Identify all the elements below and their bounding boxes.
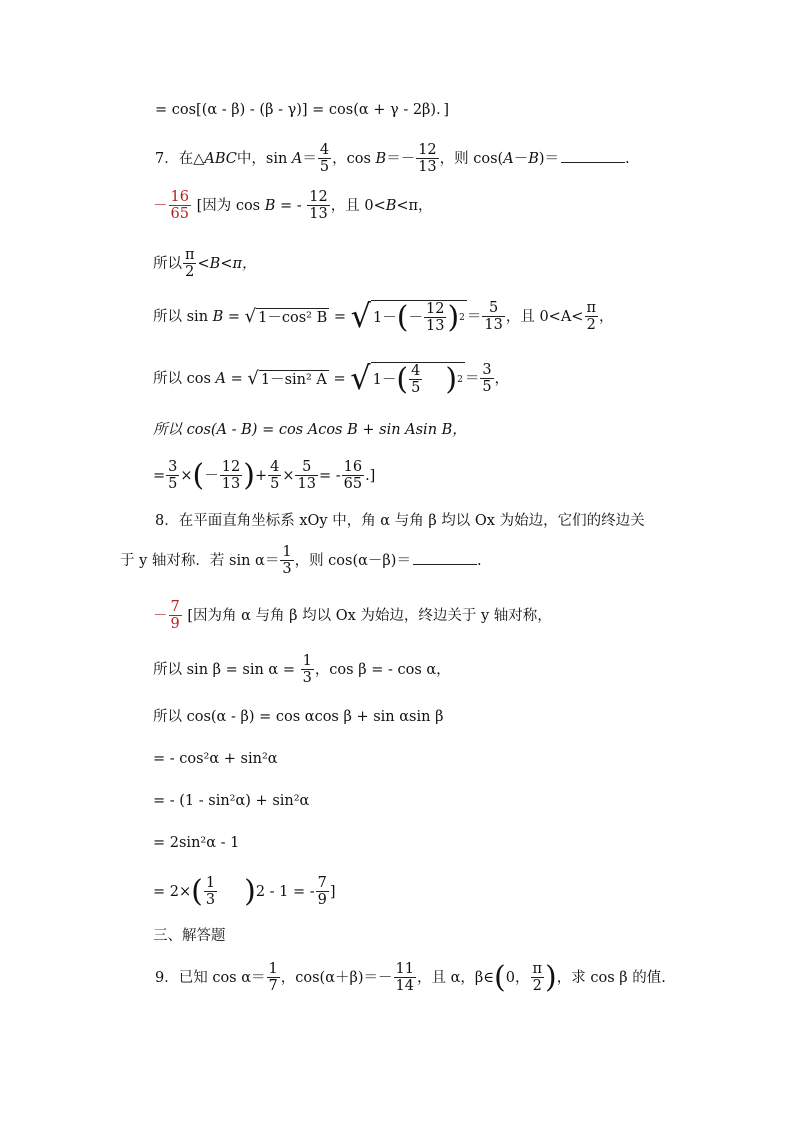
fraction	[318, 143, 331, 175]
a7-text: = -	[275, 198, 307, 215]
radicand-part: －	[408, 309, 423, 326]
numerator: 12	[418, 142, 437, 158]
question-7	[155, 143, 630, 175]
answer-blank	[561, 161, 625, 163]
q8-text: ，则 cos(α－β)＝	[294, 553, 411, 570]
square-root: √ 1－sin² A	[247, 368, 327, 390]
step-var: A	[215, 371, 226, 388]
step-sin-b	[153, 297, 614, 336]
q7-text: ＝－	[386, 151, 416, 168]
fraction	[183, 248, 197, 280]
q8-text: 于 y 轴对称．若 sin α＝	[120, 553, 280, 570]
step-text: +	[254, 468, 268, 485]
fraction	[204, 876, 217, 908]
radicand-part: 1－	[373, 309, 397, 326]
step-result-7: = $\frac{3}{5}$ ×(－ $\frac{12}{13}$ )+ $\frac{4}{5}$ × $\frac{5}{13}$ = - $\frac{16}{65}$ .]	[153, 458, 376, 494]
step-8-a: = - cos²α + sin²α	[153, 751, 278, 767]
q7-var: A	[291, 151, 303, 168]
step-var: B	[212, 309, 224, 326]
numerator: 4	[270, 459, 280, 475]
step-text: 2 - 1 = -	[255, 884, 315, 901]
fraction	[480, 363, 493, 395]
q9-text: ，求 cos β 的值.	[556, 970, 666, 987]
question-8-line-2	[120, 545, 482, 577]
question-8-line-1: 8．在平面直角坐标系 xOy 中，角 α 与角 β 均以 Ox 为始边，它们的终边关	[155, 513, 645, 529]
denominator: 13	[425, 318, 445, 335]
fraction	[166, 460, 179, 492]
fraction	[394, 962, 416, 994]
question-9: 9．已知 cos α＝ $\frac{1}{7}$ ，cos(α＋β)＝－ $\frac{11}{14}$ ，且 α，β∈(0， $\frac{\pi}{2}$ )，求 cos β 的值.	[155, 960, 666, 996]
step-text: =	[329, 309, 351, 326]
fraction	[416, 143, 438, 175]
step-cos-difference: 所以 cos(A - B) = cos Acos B + sin Asin B，	[153, 422, 467, 438]
numerator: 5	[489, 300, 499, 316]
fraction	[584, 301, 598, 333]
numerator: 1	[205, 875, 216, 891]
a7-text: <π，	[396, 198, 433, 215]
denominator: 13	[309, 206, 328, 223]
denominator: 5	[168, 476, 178, 493]
denominator: 2	[586, 317, 596, 334]
fraction	[280, 545, 293, 577]
answer-8	[153, 600, 552, 632]
step-text: ，cos β = - cos α，	[314, 662, 451, 679]
fraction	[409, 364, 422, 396]
section-heading: 三、解答题	[153, 928, 226, 944]
a7-var: B	[264, 198, 276, 215]
answer-fraction	[169, 600, 182, 632]
step-8-b: = - (1 - sin²α) + sin²α	[153, 793, 310, 809]
denominator: 2	[532, 978, 542, 995]
square-root: √ 1－ ( $\frac{4}{5}$ ) 2	[350, 359, 463, 398]
numerator: 12	[425, 301, 445, 317]
numerator: 4	[319, 142, 330, 158]
numerator: 12	[309, 189, 328, 205]
numerator: π	[185, 247, 195, 263]
step-text: 所以 sin β = sin α =	[153, 662, 300, 679]
denominator: 5	[270, 476, 280, 493]
q7-text: 中，sin	[236, 151, 292, 168]
denominator: 3	[205, 892, 216, 909]
fraction	[316, 876, 329, 908]
step-text: ×	[282, 468, 295, 485]
step-text: = -	[318, 468, 341, 485]
radicand: 1－cos² B	[258, 309, 328, 326]
step-text: ]	[329, 884, 336, 901]
radicand-part: 1－	[372, 371, 397, 388]
step-text: ＝	[464, 371, 480, 388]
numerator: 3	[168, 459, 178, 475]
denominator: 13	[418, 159, 437, 176]
square-root: √ 1－cos² B	[244, 306, 328, 328]
q7-text: ，则 cos(	[439, 151, 504, 168]
numerator: 4	[411, 363, 421, 379]
q7-text: ，cos	[332, 151, 376, 168]
numerator: 16	[343, 459, 363, 475]
step-text: =	[153, 468, 166, 485]
step-text: ×	[180, 468, 193, 485]
step-cos-diff-8: 所以 cos(α - β) = cos αcos β + sin αsin β	[153, 709, 444, 725]
step-text: －	[204, 468, 219, 485]
denominator: 5	[411, 380, 421, 397]
step-text: 所以 cos	[153, 371, 216, 388]
continuation-line: = cos[(α - β) - (β - γ)] = cos(α + γ - 2β)．]	[155, 102, 450, 118]
step-text: ，	[494, 371, 510, 388]
step-text: =	[328, 371, 351, 388]
q7-text: .	[625, 151, 630, 168]
q8-text: .	[476, 553, 482, 570]
q7-text: －	[513, 151, 529, 168]
fraction	[342, 460, 364, 492]
denominator: 5	[319, 159, 330, 176]
numerator: 5	[302, 459, 312, 475]
q7-text: 7．在△	[155, 151, 205, 168]
step-text: 所以 sin	[153, 309, 213, 326]
fraction	[295, 460, 317, 492]
answer-sign: －	[153, 608, 168, 625]
q7-triangle: ABC	[204, 151, 237, 168]
numerator: 3	[482, 362, 492, 378]
q7-var: A	[503, 151, 514, 168]
step-text: =	[223, 309, 245, 326]
fraction	[220, 460, 242, 492]
step-8-c: = 2sin²α - 1	[153, 835, 240, 851]
denominator: 65	[343, 476, 363, 493]
step-text: = 2×	[153, 884, 192, 901]
exponent: 2	[459, 312, 465, 323]
numerator: 1	[302, 653, 312, 669]
denominator: 7	[268, 978, 278, 995]
exponent: 2	[457, 374, 463, 385]
q9-text: 9．已知 cos α＝	[155, 970, 266, 987]
denominator: 3	[302, 670, 312, 687]
q7-var: B	[375, 151, 387, 168]
fraction	[424, 302, 446, 334]
step-text: ＝	[466, 309, 482, 326]
q9-text: ，且 α，β∈	[417, 970, 495, 987]
q7-var: B	[528, 151, 539, 168]
step-text: =	[226, 371, 248, 388]
square-root: √ 1－ ( － $\frac{12}{13}$ ) 2	[350, 297, 465, 336]
step-text: ，且 0<A<	[505, 309, 584, 326]
step-cos-a	[153, 359, 510, 398]
a7-text: ，且 0<	[330, 198, 386, 215]
answer-7	[153, 190, 433, 222]
denominator: 2	[185, 264, 195, 281]
radicand: 1－sin² A	[260, 371, 327, 388]
denominator: 5	[482, 379, 492, 396]
q7-text: )＝	[538, 151, 560, 168]
denominator: 65	[170, 206, 189, 223]
step-b-range	[153, 248, 257, 280]
numerator: π	[532, 961, 543, 977]
denominator: 13	[297, 476, 316, 493]
denominator: 14	[395, 978, 414, 995]
numerator: 11	[395, 961, 414, 977]
fraction	[301, 654, 314, 686]
fraction	[268, 460, 281, 492]
a7-text: [因为 cos	[196, 198, 265, 215]
step-text: .]	[365, 468, 376, 485]
denominator: 9	[317, 892, 327, 909]
q9-text: ，cos(α＋β)＝－	[280, 970, 393, 987]
step-result-8: = 2×( $\frac{1}{3}$ )2 - 1 = - $\frac{7}{9}$ ]	[153, 874, 336, 910]
numerator: 16	[170, 189, 189, 205]
q9-text: 0，	[505, 970, 530, 987]
fraction	[267, 962, 280, 994]
fraction	[307, 190, 329, 222]
step-sin-beta	[153, 654, 451, 686]
numerator: π	[586, 300, 596, 316]
a8-text: [因为角 α 与角 β 均以 Ox 为始边，终边关于 y 轴对称，	[187, 608, 552, 625]
step-text: ，	[598, 309, 614, 326]
answer-sign: －	[153, 198, 168, 215]
numerator: 1	[282, 544, 292, 560]
numerator: 7	[317, 875, 327, 891]
q7-text: ＝	[302, 151, 317, 168]
answer-blank	[413, 563, 477, 565]
denominator: 13	[221, 476, 241, 493]
denominator: 9	[170, 616, 180, 633]
denominator: 3	[282, 561, 292, 578]
a7-var: B	[385, 198, 397, 215]
numerator: 1	[268, 961, 278, 977]
fraction	[530, 962, 544, 994]
numerator: 12	[221, 459, 241, 475]
denominator: 13	[484, 317, 503, 334]
step-text: 所以	[153, 256, 182, 273]
fraction	[482, 301, 504, 333]
answer-fraction	[169, 190, 191, 222]
numerator: 7	[170, 599, 180, 615]
step-text: <B<π，	[197, 256, 257, 273]
